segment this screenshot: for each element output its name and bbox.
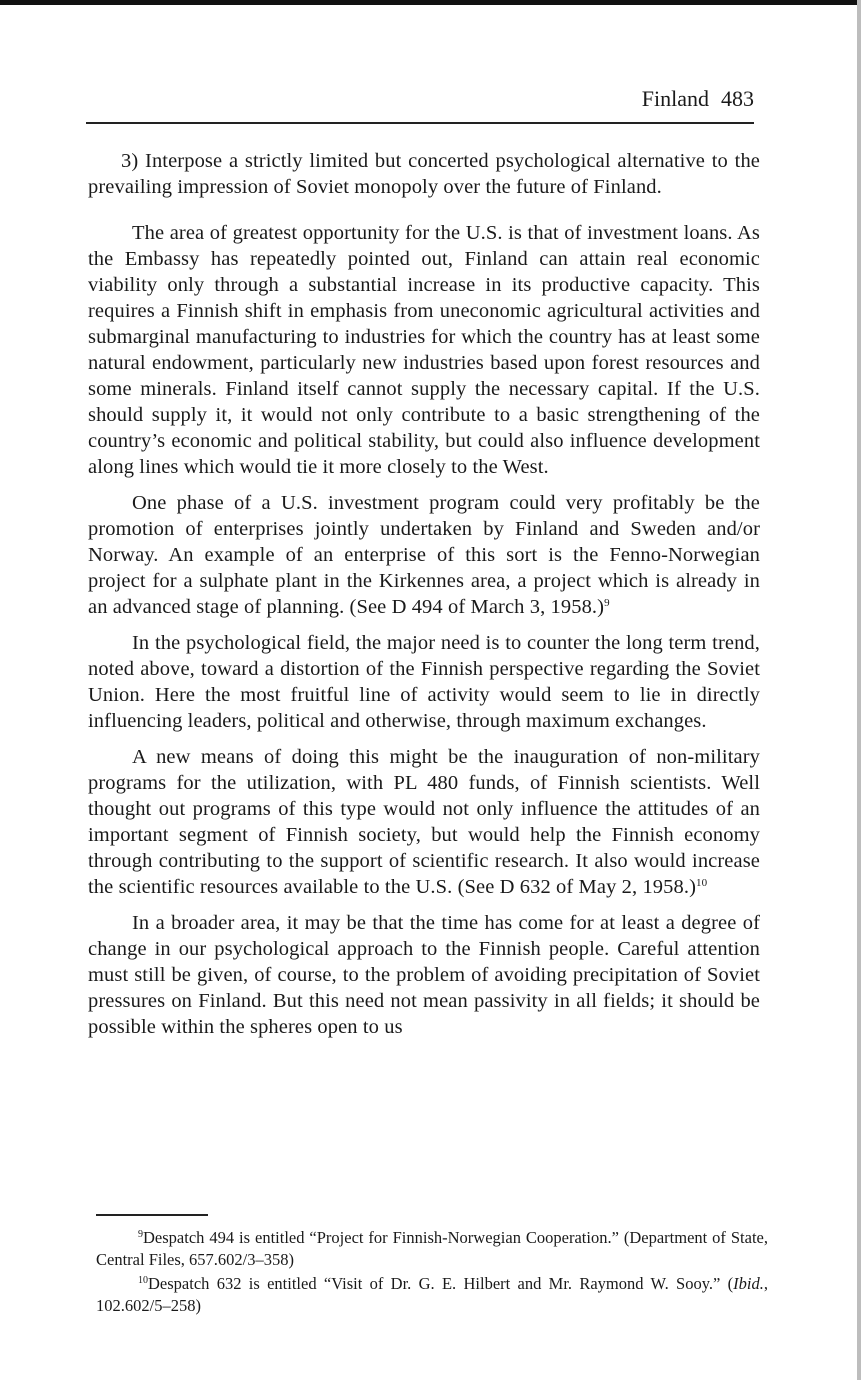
paragraph-point-3: 3) Interpose a strictly limited but concerted psychological alternative to the prevailing impression of Soviet monopoly over the future of Finland. [88,150,760,198]
footnote-marker-9: 9 [138,1229,143,1240]
footnote-9-text: Despatch 494 is entitled “Project for Finnish-Norwegian Cooperation.” (Department of State, Central Files, 657.602/3–358) [96,1228,768,1269]
paragraph-science-programs-text: A new means of doing this might be the inauguration of non-military programs for the utilization, with PL 480 funds, of Finnish scientists. Well thought out programs of this type would not only influence the attitudes of an important segment of Finnish society, but would help the Finnish economy through contributing to the support of scientific research. It also would increase the scientific resources available to the U.S. (See D 632 of May 2, 1958.) [88,746,760,898]
paragraph-science-programs [88,744,760,900]
body-text [88,148,760,1050]
running-title: Finland [641,86,709,111]
footnote-10-ibid: Ibid. [733,1274,764,1293]
scan-edge-top [0,0,861,5]
page-number: 483 [721,86,754,111]
footnote-10-citation: , 102.602/5–258) [96,1274,768,1315]
footnote-divider [96,1214,208,1216]
paragraph-investment-loans: The area of greatest opportunity for the U.S. is that of investment loans. As the Embassy has repeatedly pointed out, Finland can attain real economic viability only through a substantial increase in its productive capacity. This requires a Finnish shift in emphasis from uneconomic agricultural activities and submarginal manufacturing to industries for which the country has at least some natural endowment, particularly new industries based upon forest resources and some minerals. Finland itself cannot supply the necessary capital. If the U.S. should supply it, it would not only contribute to a basic strengthening of the country’s economic and political stability, but could also influence development along lines which would tie it more closely to the West. [88,222,760,478]
paragraph-joint-enterprises [88,490,760,620]
footnote-10: $^{10}$Despatch 632 is entitled “Visit of Dr. G. E. Hilbert and Mr. Raymond W. Sooy.” (Ibid., 102.602/5–258) [96,1274,768,1315]
footnotes [96,1227,768,1319]
footnote-ref-9[interactable]: 9 [604,597,610,609]
paragraph-joint-enterprises-text: One phase of a U.S. investment program could very profitably be the promotion of enterprises jointly undertaken by Finland and Sweden and/or Norway. An example of an enterprise of this sort is the Fenno-Norwegian project for a sulphate plant in the Kirkennes area, a project which is already in an advanced stage of planning. (See D 494 of March 3, 1958.) [88,492,760,618]
footnote-9 [96,1227,768,1271]
running-head [86,86,754,124]
paragraph-psychological-field: In the psychological field, the major need is to counter the long term trend, noted above, toward a distortion of the Finnish perspective regarding the Soviet Union. Here the most fruitful line of activity would seem to lie in directly influencing leaders, political and otherwise, through maximum exchanges. [88,632,760,732]
scan-edge-right [857,0,861,1380]
footnote-marker-10: 10 [138,1275,148,1286]
footnote-10-text: Despatch 632 is entitled “Visit of Dr. G. E. Hilbert and Mr. Raymond W. Sooy.” [148,1274,721,1293]
paragraph-broader-area: In a broader area, it may be that the time has come for at least a degree of change in our psychological approach to the Finnish people. Careful attention must still be given, of course, to the problem of avoiding precipitation of Soviet pressures on Finland. But this need not mean passivity in all fields; it should be possible within the spheres open to us [88,912,760,1038]
footnote-ref-10[interactable]: 10 [696,877,708,889]
